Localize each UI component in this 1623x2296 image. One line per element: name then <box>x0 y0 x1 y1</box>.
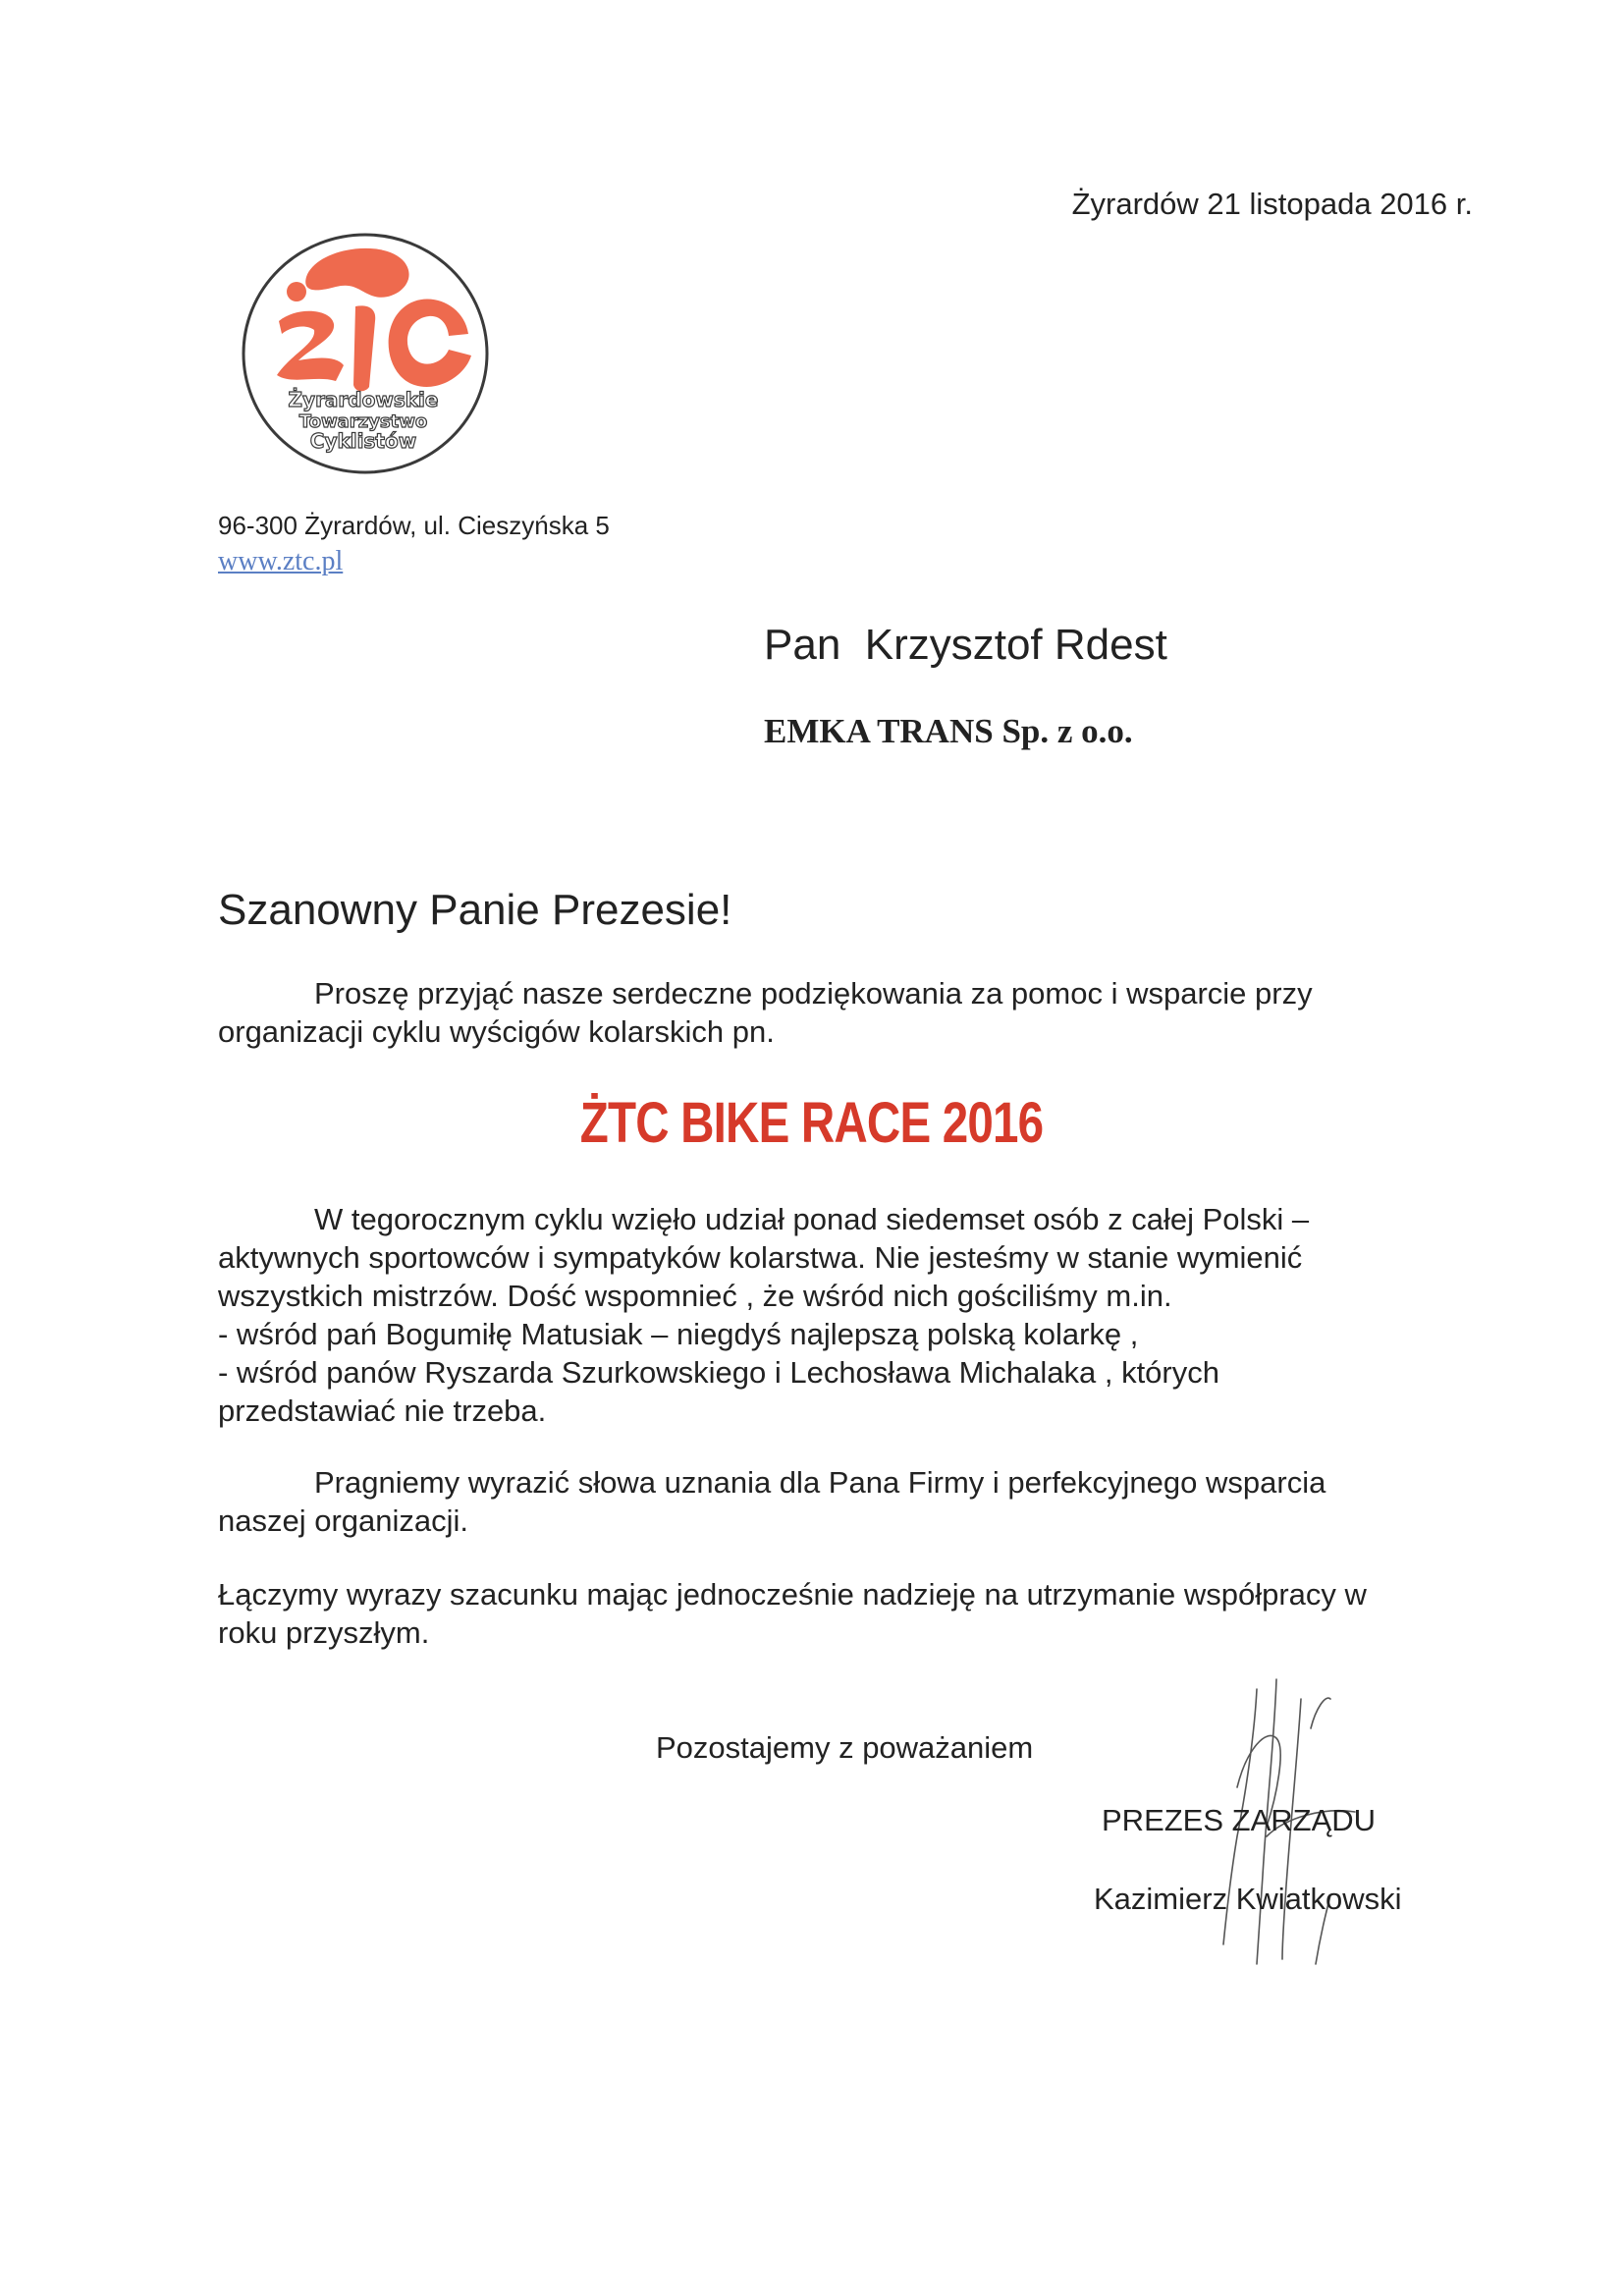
paragraph-line: aktywnych sportowców i sympatyków kolarstwa. Nie jesteśmy w stanie wymienić <box>218 1240 1303 1275</box>
paragraph-line: - wśród pań Bogumiłę Matusiak – niegdyś najlepszą polską kolarkę , <box>218 1317 1139 1351</box>
paragraph-line: W tegorocznym cyklu wzięło udział ponad siedemset osób z całej Polski – <box>314 1202 1310 1236</box>
paragraph-line: roku przyszłym. <box>218 1615 430 1650</box>
paragraph-line: Proszę przyjąć nasze serdeczne podziękowania za pomoc i wsparcie przy <box>314 976 1313 1011</box>
paragraph-line: wszystkich mistrzów. Dość wspomnieć , że wśród nich gościliśmy m.in. <box>218 1279 1172 1313</box>
event-title: ŻTC BIKE RACE 2016 <box>579 1091 1044 1155</box>
ztc-logo <box>238 228 498 478</box>
salutation: Szanowny Panie Prezesie! <box>218 886 732 934</box>
website-link[interactable]: www.ztc.pl <box>218 546 344 576</box>
signatory-title: PREZES ZARZĄDU <box>1102 1803 1377 1837</box>
paragraph-line: organizacji cyklu wyścigów kolarskich pn. <box>218 1014 775 1049</box>
closing-phrase: Pozostajemy z poważaniem <box>656 1730 1034 1765</box>
paragraph-thanks <box>218 974 1465 1051</box>
signatory-name: Kazimierz Kwiatkowski <box>1094 1882 1402 1916</box>
letter-date: Żyrardów 21 listopada 2016 r. <box>1071 187 1473 221</box>
paragraph-appreciation <box>218 1463 1465 1540</box>
recipient-name: Pan Krzysztof Rdest <box>764 621 1167 669</box>
paragraph-line: - wśród panów Ryszarda Szurkowskiego i Lechosława Michalaka , których <box>218 1355 1219 1390</box>
paragraph-line: Łączymy wyrazy szacunku mając jednocześnie nadzieję na utrzymanie współpracy w <box>218 1577 1367 1612</box>
recipient-company: EMKA TRANS Sp. z o.o. <box>764 712 1133 750</box>
paragraph-regards <box>218 1575 1465 1652</box>
paragraph-line: przedstawiać nie trzeba. <box>218 1394 547 1428</box>
paragraph-participants <box>218 1200 1465 1430</box>
paragraph-line: naszej organizacji. <box>218 1503 469 1538</box>
svg-text:Żyrardowskie: Żyrardowskie <box>288 388 439 411</box>
svg-text:Cyklistów: Cyklistów <box>309 429 417 453</box>
paragraph-line: Pragniemy wyrazić słowa uznania dla Pana Firmy i perfekcyjnego wsparcia <box>314 1465 1326 1500</box>
sender-address: 96-300 Żyrardów, ul. Cieszyńska 5 <box>218 511 610 540</box>
svg-text:Towarzystwo: Towarzystwo <box>298 411 428 432</box>
